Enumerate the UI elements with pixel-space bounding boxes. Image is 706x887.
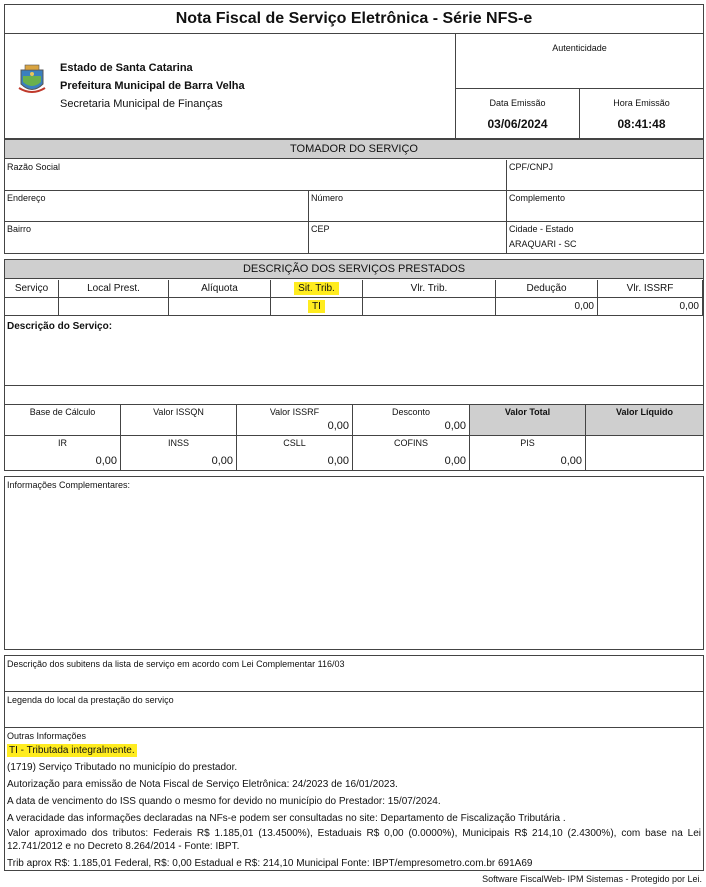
row-local-prest — [59, 298, 169, 316]
row-vlr-issrf: 0,00 — [598, 298, 703, 316]
col-vlr-trib: Vlr. Trib. — [363, 280, 496, 298]
cpf-cnpj-cell — [507, 160, 703, 191]
valor-total-cell — [470, 404, 586, 436]
cofins-label: COFINS — [393, 438, 428, 448]
servicos-title: DESCRIÇÃO DOS SERVIÇOS PRESTADOS — [5, 260, 703, 279]
ir-value: 0,00 — [95, 455, 117, 467]
row-sit-trib — [271, 298, 363, 316]
valor-issrf-label: Valor ISSRF — [269, 407, 320, 417]
col-aliquota: Alíquota — [169, 280, 271, 298]
authenticity-label: Autenticidade — [552, 43, 607, 53]
outras-highlight-line — [7, 742, 701, 759]
col-vlr-issrf: Vlr. ISSRF — [598, 280, 703, 298]
inss-label: INSS — [167, 438, 189, 448]
valor-issrf-cell — [237, 404, 353, 436]
complemento-label: Complemento — [509, 193, 566, 203]
emission-date-cell — [455, 89, 579, 138]
inss-value: 0,00 — [211, 455, 233, 467]
row-vlr-trib — [363, 298, 496, 316]
valor-total-label: Valor Total — [504, 407, 551, 417]
valor-issqn-label: Valor ISSQN — [153, 407, 204, 417]
tomador-section — [4, 139, 704, 254]
row-aliquota — [169, 298, 271, 316]
cofins-value: 0,00 — [444, 455, 466, 467]
col-deducao: Dedução — [496, 280, 598, 298]
tomador-title: TOMADOR DO SERVIÇO — [5, 140, 703, 159]
issuer-state: Estado de Santa Catarina — [60, 62, 193, 74]
outras-line: Autorização para emissão de Nota Fiscal de Serviço Eletrônica: 24/2023 de 16/01/2023. — [7, 779, 398, 790]
lower-info-box — [4, 655, 704, 871]
software-footer: Software FiscalWeb- IPM Sistemas - Protegido por Lei. — [482, 874, 702, 884]
base-calculo-cell — [5, 404, 121, 436]
emission-time-cell — [579, 89, 703, 138]
cidade-value: ARAQUARI - SC — [509, 239, 577, 249]
base-calculo-label: Base de Cálculo — [29, 407, 96, 417]
ir-cell — [5, 436, 121, 470]
endereco-label: Endereço — [7, 193, 46, 203]
issuer-text — [60, 59, 245, 113]
numero-cell — [309, 191, 507, 222]
outras-line: Valor aproximado dos tributos: Federais R$ 1.185,01 (13.4500%), Estaduais R$ 0,00 (0.0000%), Municipais R$ 214,10 (2.4300%), com base na Lei 12.741/2012 e no Decreto 8.264/2014 - Fonte: IBPT. — [7, 828, 701, 852]
municipal-seal-icon — [17, 62, 47, 96]
issuer-block — [5, 34, 455, 138]
outras-line: Trib aprox R$: 1.185,01 Federal, R$: 0,00 Estadual e R$: 214,10 Municipal Fonte: IBPT/empresometro.com.br 691A69 — [7, 858, 533, 869]
cofins-cell — [353, 436, 470, 470]
emission-time-label: Hora Emissão — [613, 98, 670, 108]
subitens-label: Descrição dos subitens da lista de serviço em acordo com Lei Complementar 116/03 — [7, 659, 345, 669]
empty-cell — [586, 436, 703, 470]
inss-cell — [121, 436, 237, 470]
razao-social-label: Razão Social — [7, 162, 61, 172]
emission-date-label: Data Emissão — [489, 98, 546, 108]
pis-label: PIS — [520, 438, 535, 448]
document-title: Nota Fiscal de Serviço Eletrônica - Série NFS-e — [4, 4, 704, 34]
col-local-prest: Local Prest. — [59, 280, 169, 298]
descricao-servico-area — [5, 316, 703, 386]
csll-label: CSLL — [283, 438, 306, 448]
desconto-cell — [353, 404, 470, 436]
info-complementares-box — [4, 476, 704, 650]
cep-cell — [309, 222, 507, 253]
ti-highlight: TI - Tributada integralmente. — [9, 745, 135, 756]
sit-trib-header-highlight: Sit. Trib. — [294, 282, 339, 295]
issuer-header — [4, 33, 704, 139]
valor-issrf-value: 0,00 — [327, 420, 349, 432]
emission-date-value: 03/06/2024 — [487, 117, 548, 131]
ir-label: IR — [58, 438, 67, 448]
emission-time-value: 08:41:48 — [617, 117, 666, 131]
endereco-cell — [5, 191, 309, 222]
csll-value: 0,00 — [327, 455, 349, 467]
cep-label: CEP — [311, 224, 330, 234]
outras-informacoes — [7, 730, 701, 872]
sit-trib-value-highlight: TI — [308, 300, 325, 313]
outras-label: Outras Informações — [7, 731, 87, 741]
outras-line: A data de vencimento do ISS quando o mesmo for devido no município do Prestador: 15/07/2024. — [7, 796, 441, 807]
col-sit-trib — [271, 280, 363, 298]
issuer-secretariat: Secretaria Municipal de Finanças — [60, 98, 223, 110]
descricao-servico-label: Descrição do Serviço: — [7, 321, 113, 332]
razao-social-cell — [5, 160, 507, 191]
issuer-prefecture: Prefeitura Municipal de Barra Velha — [60, 80, 245, 92]
valor-liquido-cell — [586, 404, 703, 436]
authenticity-box — [455, 34, 703, 89]
servicos-section — [4, 259, 704, 471]
bairro-cell — [5, 222, 309, 253]
outras-line: (1719) Serviço Tributado no município do prestador. — [7, 762, 238, 773]
outras-line: A veracidade das informações declaradas na NFs-e podem ser consultadas no site: Departamento de Fiscalização Tributária . — [7, 813, 566, 824]
legenda-label: Legenda do local da prestação do serviço — [7, 695, 174, 705]
cidade-cell — [507, 222, 703, 253]
pis-cell — [470, 436, 586, 470]
complemento-cell — [507, 191, 703, 222]
cidade-label: Cidade - Estado — [509, 224, 574, 234]
row-deducao: 0,00 — [496, 298, 598, 316]
col-servico: Serviço — [5, 280, 59, 298]
bairro-label: Bairro — [7, 224, 32, 234]
desconto-value: 0,00 — [444, 420, 466, 432]
subitens-area — [5, 656, 703, 692]
csll-cell — [237, 436, 353, 470]
legenda-area — [5, 692, 703, 728]
numero-label: Número — [311, 193, 344, 203]
cpf-cnpj-label: CPF/CNPJ — [509, 162, 554, 172]
valor-issqn-cell — [121, 404, 237, 436]
pis-value: 0,00 — [560, 455, 582, 467]
row-servico — [5, 298, 59, 316]
info-complementares-label: Informações Complementares: — [7, 480, 131, 490]
valor-liquido-label: Valor Líquido — [615, 407, 673, 417]
desconto-label: Desconto — [391, 407, 431, 417]
